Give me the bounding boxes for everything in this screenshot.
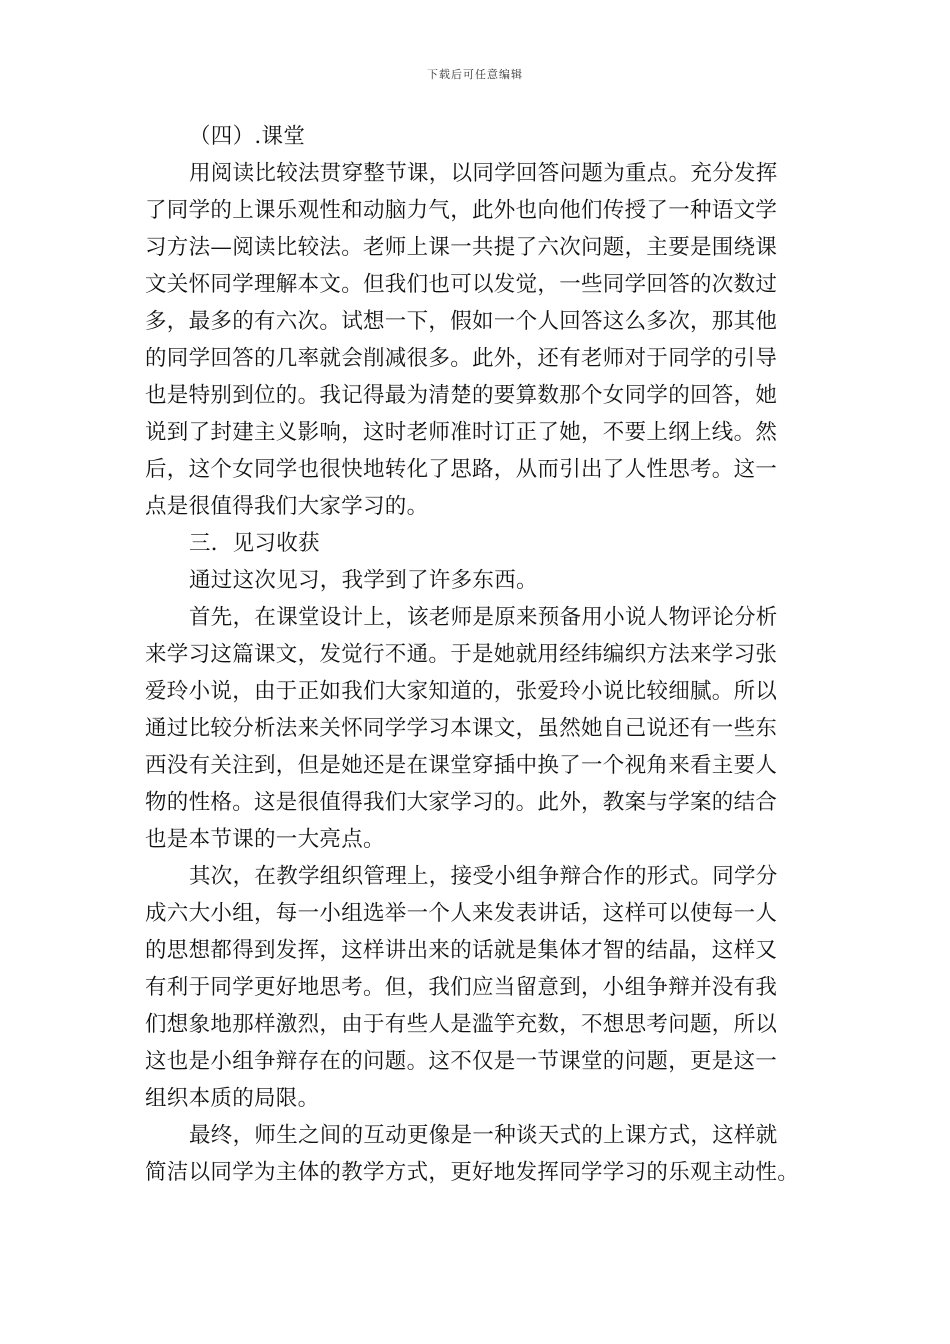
text-line: 简洁以同学为主体的教学方式，更好地发挥同学学习的乐观主动性。 — [145, 1160, 800, 1185]
text-line: 文关怀同学理解本文。但我们也可以发觉，一些同学回答的次数过 — [145, 272, 778, 297]
text-line: 最终，师生之间的互动更像是一种谈天式的上课方式，这样就 — [189, 1123, 778, 1148]
text-line: 的思想都得到发挥，这样讲出来的话就是集体才智的结晶，这样又 — [145, 938, 778, 963]
text-line: 说到了封建主义影响，这时老师准时订正了她，不要上纲上线。然 — [145, 420, 778, 445]
text-line: 有利于同学更好地思考。但，我们应当留意到，小组争辩并没有我 — [145, 975, 778, 1000]
text-line: 的同学回答的几率就会削减很多。此外，还有老师对于同学的引导 — [145, 346, 778, 371]
text-line: 们想象地那样激烈，由于有些人是滥竽充数，不想思考问题，所以 — [145, 1012, 778, 1037]
text-line: 组织本质的局限。 — [145, 1086, 320, 1111]
text-line: 来学习这篇课文，发觉行不通。于是她就用经纬编织方法来学习张 — [145, 642, 778, 667]
text-line: （四）.课堂 — [189, 124, 306, 149]
text-line: 通过这次见习，我学到了许多东西。 — [189, 568, 538, 593]
text-line: 爱玲小说，由于正如我们大家知道的，张爱玲小说比较细腻。所以 — [145, 679, 778, 704]
text-line: 三．见习收获 — [189, 531, 320, 556]
text-line: 后，这个女同学也很快地转化了思路，从而引出了人性思考。这一 — [145, 457, 778, 482]
text-line: 其次，在教学组织管理上，接受小组争辩合作的形式。同学分 — [189, 864, 778, 889]
text-line: 也是特别到位的。我记得最为清楚的要算数那个女同学的回答，她 — [145, 383, 778, 408]
text-line: 通过比较分析法来关怀同学学习本课文，虽然她自己说还有一些东 — [145, 716, 778, 741]
text-line: 物的性格。这是很值得我们大家学习的。此外，教案与学案的结合 — [145, 790, 778, 815]
text-line: 点是很值得我们大家学习的。 — [145, 494, 429, 519]
text-line: 首先，在课堂设计上，该老师是原来预备用小说人物评论分析 — [189, 605, 778, 630]
text-line: 西没有关注到，但是她还是在课堂穿插中换了一个视角来看主要人 — [145, 753, 778, 778]
text-line: 这也是小组争辩存在的问题。这不仅是一节课堂的问题，更是这一 — [145, 1049, 778, 1074]
page-header: 下载后可任意编辑 — [427, 68, 523, 81]
text-line: 也是本节课的一大亮点。 — [145, 827, 385, 852]
text-line: 用阅读比较法贯穿整节课，以同学回答问题为重点。充分发挥 — [189, 161, 778, 186]
text-line: 成六大小组，每一小组选举一个人来发表讲话，这样可以使每一人 — [145, 901, 778, 926]
text-line: 多，最多的有六次。试想一下，假如一个人回答这么多次，那其他 — [145, 309, 778, 334]
text-line: 了同学的上课乐观性和动脑力气，此外也向他们传授了一种语文学 — [145, 198, 778, 223]
document-body — [145, 118, 811, 1191]
text-line: 习方法—阅读比较法。老师上课一共提了六次问题，主要是围绕课 — [145, 235, 778, 260]
